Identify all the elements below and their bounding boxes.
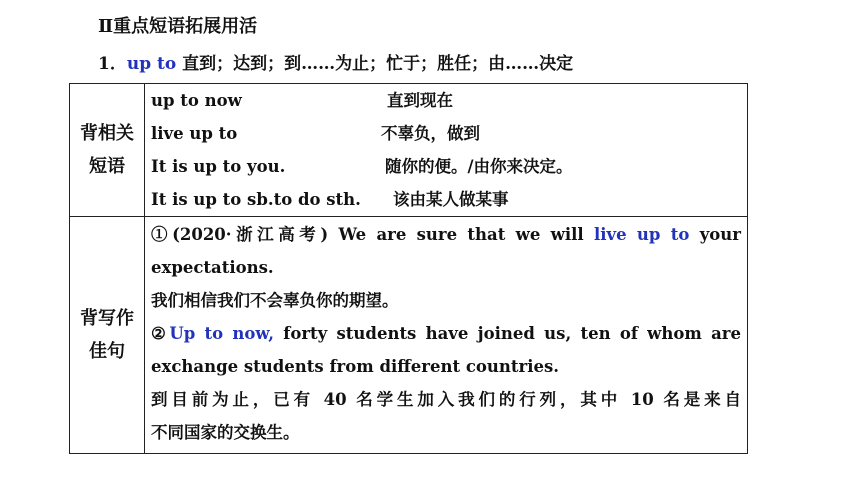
sentence1-post: your (689, 225, 741, 244)
sentence2-translation-line2: 不同国家的交换生。 (151, 423, 300, 442)
phrase-item (145, 183, 747, 216)
phrase-en: up to now (151, 91, 242, 110)
sentence2-line2: exchange students from different countries. (151, 357, 559, 376)
sentences-row (70, 217, 748, 454)
phrases-cell (145, 84, 748, 217)
phrase-cn: 随你的便。/由你来决定。 (385, 157, 573, 176)
phrase-en: It is up to you. (151, 157, 286, 176)
phrase-item (145, 84, 747, 117)
example-sentence-2 (145, 317, 747, 453)
sentence2-translation-line1: 到目前为止，已有 40 名学生加入我们的行列，其中 10 名是来自 (151, 390, 741, 409)
sentence1-line2: expectations. (151, 258, 274, 277)
phrase-heading (98, 49, 573, 74)
sentence1-pre: We are sure that we will (328, 225, 594, 244)
sentence1-marker: ①(2020·浙江高考) (151, 225, 329, 244)
phrase-item (145, 117, 747, 150)
sentence1-translation: 我们相信我们不会辜负你的期望。 (151, 291, 399, 310)
key-phrase: up to (126, 54, 177, 74)
sentence1-line1 (151, 218, 741, 251)
phrases-label (70, 84, 145, 217)
phrases-label-line2: 短语 (89, 156, 125, 177)
section-heading: Ⅱ重点短语拓展用活 (98, 16, 258, 37)
phrase-cn: 不辜负，做到 (381, 124, 480, 143)
phrase-item (145, 150, 747, 183)
phrase-en: live up to (151, 124, 238, 143)
sentence1-highlight: live up to (594, 225, 690, 244)
sentences-label-line2: 佳句 (89, 341, 125, 362)
phrase-cn: 直到现在 (387, 91, 453, 110)
sentence2-post: forty students have joined us, ten of whom are (273, 324, 741, 343)
sentence2-highlight: Up to now, (169, 324, 274, 343)
example-sentence-1 (145, 217, 747, 317)
sentence2-line1 (151, 317, 741, 350)
phrase-meanings: 直到；达到；到……为止；忙于；胜任；由……决定 (176, 54, 574, 74)
phrase-cn: 该由某人做某事 (393, 190, 509, 209)
sentence2-marker: ② (151, 324, 170, 343)
sentences-label-line1: 背写作 (80, 308, 134, 329)
phrase-table (69, 83, 748, 454)
item-number: 1． (98, 54, 127, 74)
phrases-row (70, 84, 748, 217)
phrases-label-line1: 背相关 (80, 123, 134, 144)
phrase-en: It is up to sb.to do sth. (151, 190, 361, 209)
sentences-cell (145, 217, 748, 454)
sentences-label (70, 217, 145, 454)
